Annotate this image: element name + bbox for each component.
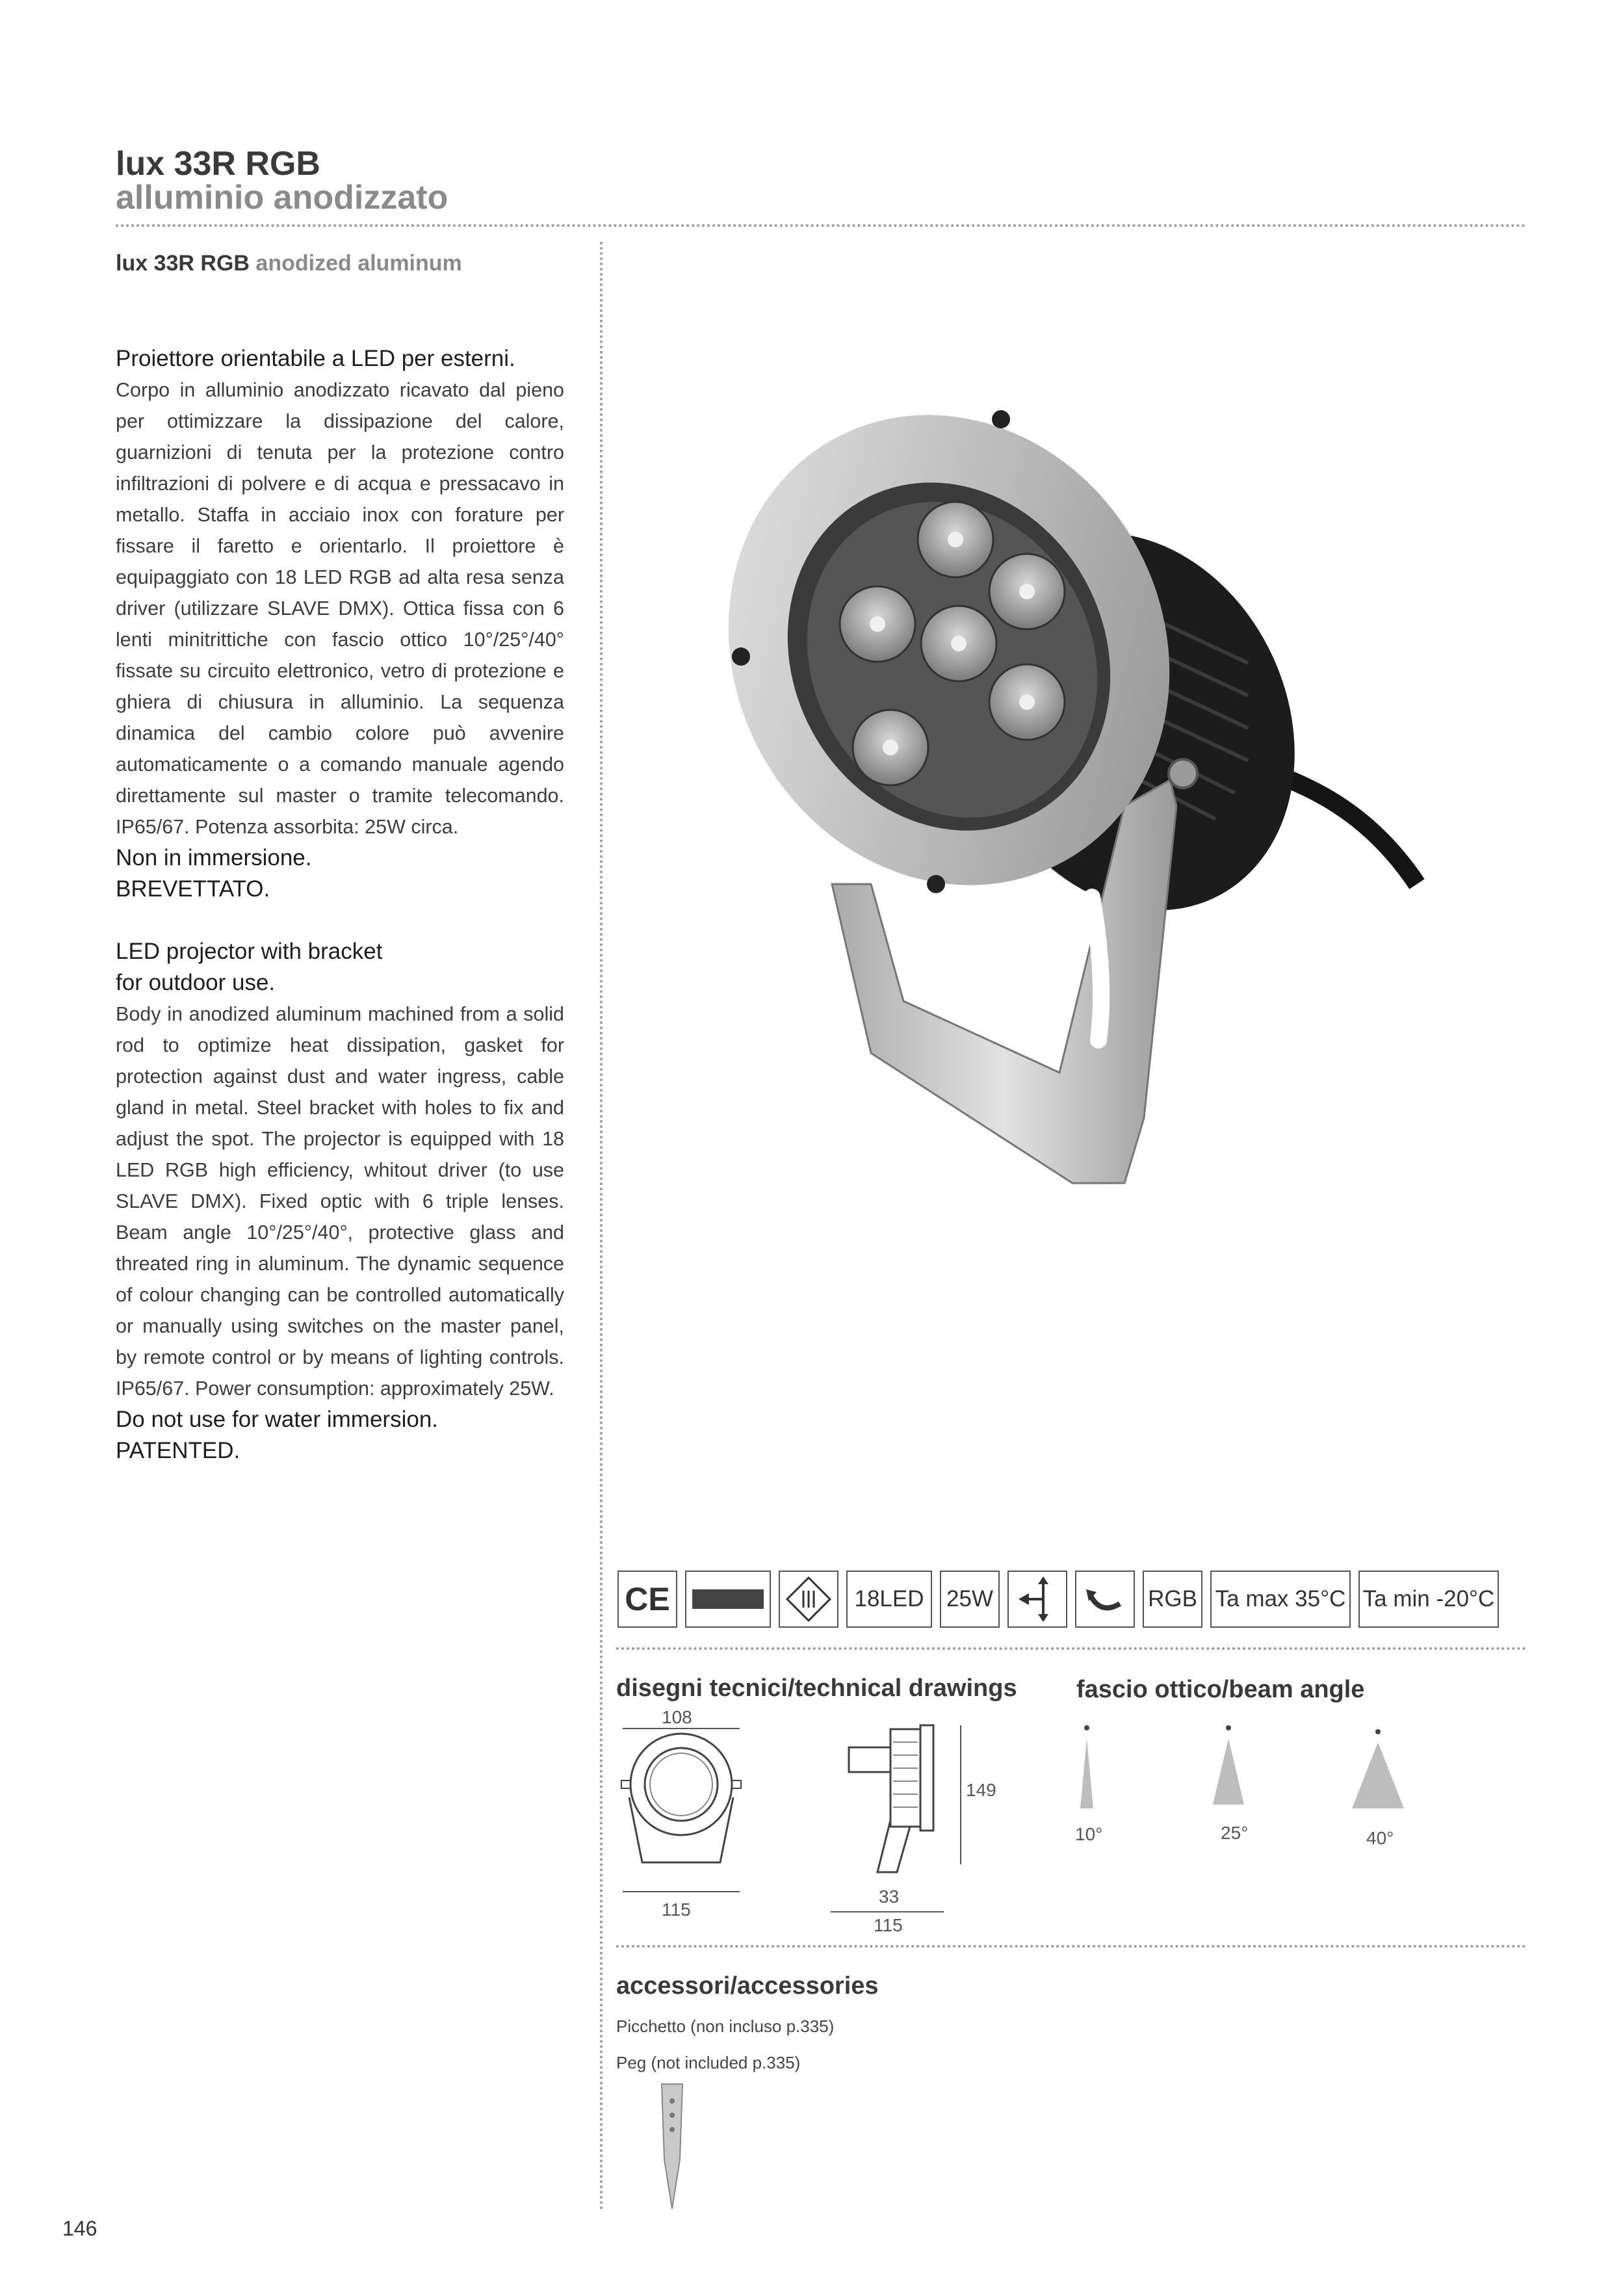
en-lead-1: LED projector with bracket: [116, 939, 383, 964]
drawings-divider: [616, 1945, 1526, 1948]
spec-icon-row: [617, 1571, 1499, 1630]
header-divider: [116, 224, 1526, 227]
front-width-bottom: 115: [662, 1899, 691, 1920]
side-depth-line: [831, 1911, 944, 1912]
adjustable-arrows-icon: [1007, 1571, 1067, 1628]
rgb-badge: [1143, 1571, 1202, 1628]
side-height: 149: [966, 1780, 996, 1800]
beam-10-label: 10°: [1075, 1824, 1103, 1844]
it-body: Corpo in alluminio anodizzato ricavato dal pieno per ottimizzare la dissipazione del calore, guarnizioni di tenuta per la protezione contro infiltrazioni di polvere e di acqua e pressacavo in metallo. Staffa in acciaio inox con forature per fissare il faretto e orientarlo. Il proiettore è equipaggiato con 18 LED RGB ad alta resa senza driver (utilizzare SLAVE DMX). Ottica fissa con 6 lenti minitrittiche con fascio ottico 10°/25°/40° fissate su circuito elettronico, vetro di protezione e ghiera di chiusura in alluminio. La sequenza dinamica del cambio colore può avvenire automaticamente o a comando manuale agendo direttamente sul master o tramite telecomando. IP65/67. Potenza assorbita: 25W circa.: [116, 379, 564, 838]
en-note-immersion: Do not use for water immersion.: [116, 1407, 439, 1432]
beam-10-icon: [1080, 1738, 1093, 1808]
product-material: alluminio anodizzato: [116, 179, 448, 216]
accessories-heading: accessori/accessories: [616, 1972, 879, 2000]
class-iii-icon: [779, 1571, 838, 1628]
it-note-patent: BREVETTATO.: [116, 876, 270, 902]
ta-max-badge: [1210, 1571, 1351, 1628]
beam-25-label: 25°: [1221, 1823, 1249, 1843]
accessory-item-en: Peg (not included p.335): [616, 2053, 801, 2072]
beam-angle-diagram: [1040, 1723, 1430, 1814]
ta-max-label: Ta max 35°C: [1215, 1586, 1346, 1611]
description-column: [116, 343, 564, 1467]
product-photo: [676, 351, 1488, 1196]
power-label: 25W: [946, 1586, 993, 1611]
accessory-item-it: Picchetto (non incluso p.335): [616, 2016, 835, 2036]
en-lead-2: for outdoor use.: [116, 970, 276, 995]
beam-angle-heading: fascio ottico/beam angle: [1076, 1676, 1365, 1703]
ta-min-label: Ta min -20°C: [1362, 1586, 1495, 1611]
power-badge: [940, 1571, 1000, 1628]
it-lead: Proiettore orientabile a LED per esterni.: [116, 346, 515, 371]
en-note-patent: PATENTED.: [116, 1438, 240, 1463]
ce-mark-icon: [617, 1571, 677, 1628]
subtitle-material: anodized aluminum: [255, 251, 462, 276]
product-subtitle: [116, 252, 462, 274]
class-bar-icon: [685, 1571, 771, 1628]
front-width-top: 108: [662, 1707, 692, 1727]
beam-25-icon: [1213, 1738, 1244, 1805]
subtitle-name: lux 33R RGB: [116, 251, 250, 276]
product-title: lux 33R RGB: [116, 145, 320, 183]
specs-divider: [616, 1647, 1526, 1650]
column-divider: [600, 242, 603, 2211]
peg-accessory-image: [653, 2081, 692, 2211]
front-view-drawing: [616, 1726, 746, 1901]
it-note-immersion: Non in immersione.: [116, 845, 312, 870]
rgb-label: RGB: [1148, 1586, 1197, 1611]
ce-mark-label: CE: [625, 1581, 670, 1617]
side-depth-b: 115: [874, 1915, 903, 1935]
beam-40-icon: [1352, 1742, 1404, 1808]
side-depth-a: 33: [879, 1886, 900, 1907]
technical-drawings-heading: disegni tecnici/technical drawings: [616, 1675, 1017, 1702]
rotation-icon: [1075, 1571, 1135, 1628]
beam-40-label: 40°: [1366, 1828, 1394, 1848]
led-count-label: 18LED: [854, 1586, 924, 1611]
ta-min-badge: [1358, 1571, 1499, 1628]
page-number: 146: [62, 2217, 97, 2240]
led-count-badge: [846, 1571, 932, 1628]
side-view-drawing: [825, 1723, 975, 1892]
en-body: Body in anodized aluminum machined from a solid rod to optimize heat dissipation, gasket for protection against dust and water ingress, cable gland in metal. Steel bracket with holes to fix and adjust the spot. The projector is equipped with 18 LED RGB high efficiency, whitout driver (to use SLAVE DMX). Fixed optic with 6 triple lenses. Beam angle 10°/25°/40°, protective glass and threated ring in aluminum. The dynamic sequence of colour changing can be controlled automatically or manually using switches on the master panel, by remote control or by means of lighting controls. IP65/67. Power consumption: approximately 25W.: [116, 1003, 564, 1400]
